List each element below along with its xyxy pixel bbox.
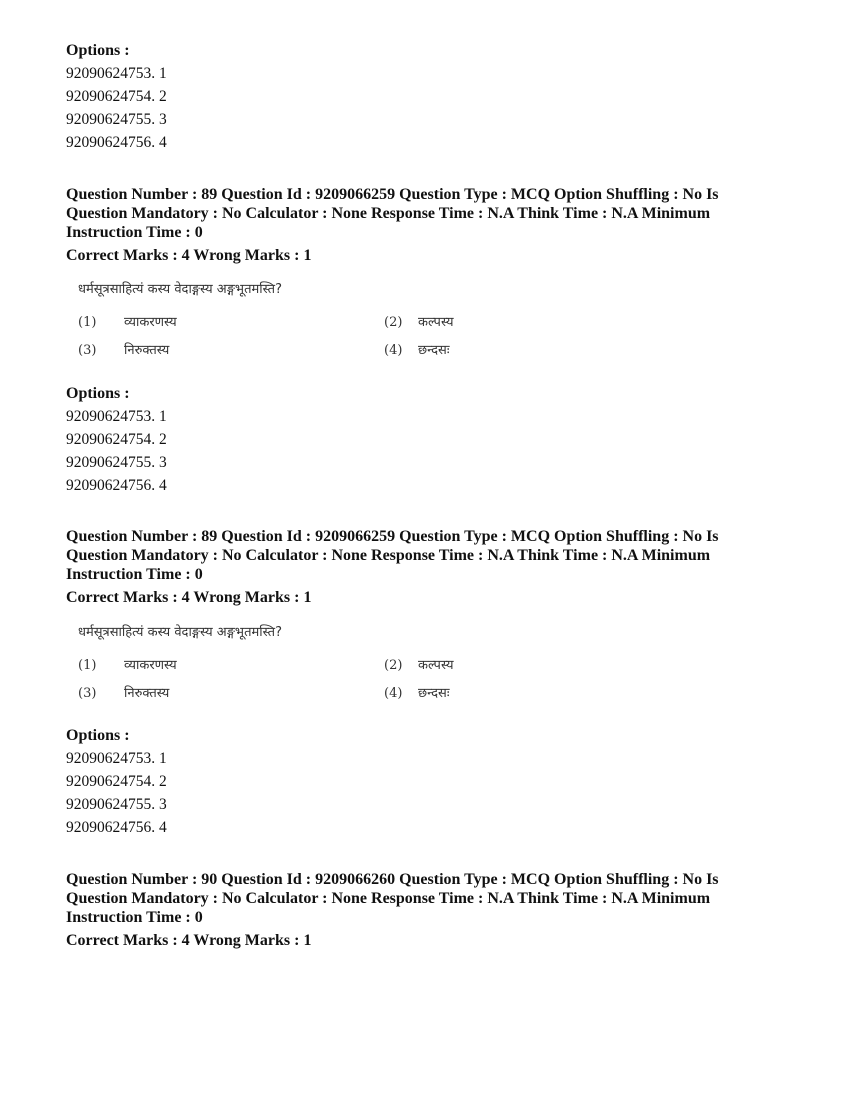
choice-text: व्याकरणस्य xyxy=(124,315,177,330)
choice-number: (4) xyxy=(384,686,403,701)
choice-3 xyxy=(78,342,169,360)
option-item: 92090624755. 3 xyxy=(66,796,167,813)
options-label: Options : xyxy=(66,727,130,744)
option-item: 92090624753. 1 xyxy=(66,65,167,82)
question-meta-line: Question Number : 89 Question Id : 9209066259 Question Type : MCQ Option Shuffling : No Is xyxy=(66,528,719,545)
option-item: 92090624753. 1 xyxy=(66,408,167,425)
option-item: 92090624754. 2 xyxy=(66,88,167,105)
option-item: 92090624754. 2 xyxy=(66,431,167,448)
choice-number: (4) xyxy=(384,343,403,358)
option-item: 92090624755. 3 xyxy=(66,454,167,471)
choice-3 xyxy=(78,685,169,703)
question-meta-line: Instruction Time : 0 xyxy=(66,566,203,583)
question-text: धर्मसूत्रसाहित्यं कस्य वेदाङ्गस्य अङ्गभूतमस्ति? xyxy=(78,282,282,297)
choice-text: कल्पस्य xyxy=(418,658,454,673)
options-block-1 xyxy=(66,39,766,154)
option-item: 92090624754. 2 xyxy=(66,773,167,790)
question-image-89b xyxy=(78,624,498,709)
choice-2 xyxy=(384,657,454,675)
option-item: 92090624753. 1 xyxy=(66,750,167,767)
option-item: 92090624755. 3 xyxy=(66,111,167,128)
options-label: Options : xyxy=(66,385,130,402)
question-meta-line: Instruction Time : 0 xyxy=(66,909,203,926)
choice-number: (2) xyxy=(384,658,403,673)
choice-text: कल्पस्य xyxy=(418,315,454,330)
choice-text: व्याकरणस्य xyxy=(124,658,177,673)
choice-text: निरुक्तस्य xyxy=(124,343,170,358)
options-block-3 xyxy=(66,724,766,839)
choice-number: (3) xyxy=(78,343,97,358)
choice-text: छन्दसः xyxy=(418,686,450,701)
marks-line: Correct Marks : 4 Wrong Marks : 1 xyxy=(66,589,312,606)
options-label: Options : xyxy=(66,42,130,59)
choice-1 xyxy=(78,314,177,332)
question-meta-line: Instruction Time : 0 xyxy=(66,224,203,241)
question-image-89a xyxy=(78,281,498,366)
marks-line: Correct Marks : 4 Wrong Marks : 1 xyxy=(66,247,312,264)
option-item: 92090624756. 4 xyxy=(66,477,167,494)
choice-number: (2) xyxy=(384,315,403,330)
options-block-2 xyxy=(66,382,766,497)
question-text: धर्मसूत्रसाहित्यं कस्य वेदाङ्गस्य अङ्गभूतमस्ति? xyxy=(78,625,282,640)
choice-2 xyxy=(384,314,454,332)
option-item: 92090624756. 4 xyxy=(66,134,167,151)
question-header-90 xyxy=(66,870,766,950)
choice-text: छन्दसः xyxy=(418,343,450,358)
question-meta-line: Question Number : 89 Question Id : 9209066259 Question Type : MCQ Option Shuffling : No Is xyxy=(66,186,719,203)
choice-number: (1) xyxy=(78,315,97,330)
question-meta-line: Question Mandatory : No Calculator : None Response Time : N.A Think Time : N.A Minimum xyxy=(66,547,711,564)
question-header-89b xyxy=(66,527,766,607)
question-meta-line: Question Number : 90 Question Id : 9209066260 Question Type : MCQ Option Shuffling : No Is xyxy=(66,871,719,888)
choice-number: (1) xyxy=(78,658,97,673)
choice-text: निरुक्तस्य xyxy=(124,686,170,701)
option-item: 92090624756. 4 xyxy=(66,819,167,836)
choice-number: (3) xyxy=(78,686,97,701)
choice-4 xyxy=(384,685,449,703)
choice-4 xyxy=(384,342,449,360)
question-meta-line: Question Mandatory : No Calculator : None Response Time : N.A Think Time : N.A Minimum xyxy=(66,205,711,222)
question-meta-line: Question Mandatory : No Calculator : None Response Time : N.A Think Time : N.A Minimum xyxy=(66,890,711,907)
choice-1 xyxy=(78,657,177,675)
marks-line: Correct Marks : 4 Wrong Marks : 1 xyxy=(66,932,312,949)
question-header-89a xyxy=(66,185,766,265)
